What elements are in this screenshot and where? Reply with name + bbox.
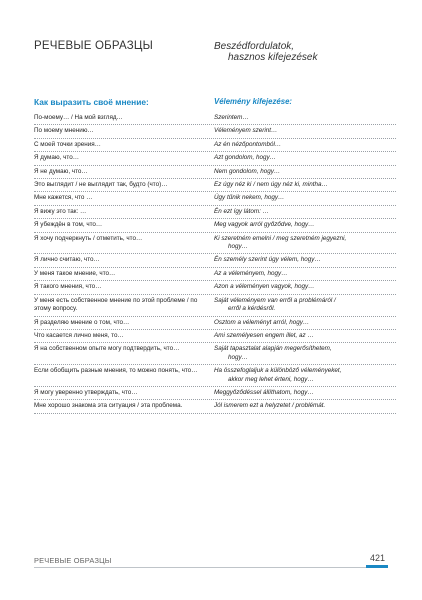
hungarian-column-heading: Vélemény kifejezése: — [214, 97, 293, 106]
hungarian-phrase-continuation: hogy… — [228, 353, 248, 361]
table-row — [34, 281, 396, 294]
hungarian-phrase — [210, 367, 396, 384]
russian-phrase: По моему мнению… — [34, 127, 94, 135]
russian-phrase: У меня такое мнение, что… — [34, 269, 116, 277]
footer-accent-bar — [366, 565, 388, 568]
hungarian-phrase-line: Ha összefoglaljuk a különböző véleményeket, — [214, 367, 342, 375]
russian-phrase: Я могу уверенно утверждать, что… — [34, 388, 138, 396]
table-row — [34, 179, 396, 192]
russian-phrase: Я на собственном опыте могу подтвердить, что… — [34, 345, 180, 353]
hungarian-phrase-continuation: erről a kérdésről. — [228, 305, 276, 313]
hungarian-phrase-line: Osztom a véleményt arról, hogy… — [214, 318, 310, 326]
table-row — [34, 400, 396, 413]
page-number: 421 — [370, 553, 386, 563]
table-row — [34, 254, 396, 267]
russian-phrase: По-моему… / На мой взгляд… — [34, 114, 123, 121]
hungarian-phrase — [210, 319, 396, 327]
page-subtitle-line-1: Beszédfordulatok, — [214, 41, 295, 52]
russian-phrase: Я лично считаю, что… — [34, 256, 100, 264]
footer-section-title: РЕЧЕВЫЕ ОБРАЗЦЫ — [34, 556, 112, 565]
hungarian-phrase-line: Meg vagyok arról győződve, hogy… — [214, 221, 315, 229]
hungarian-phrase — [210, 221, 396, 229]
hungarian-phrase — [210, 141, 396, 149]
russian-phrase: Мне кажется, что … — [34, 194, 93, 202]
table-row — [34, 139, 396, 152]
page-title: РЕЧЕВЫЕ ОБРАЗЦЫ — [34, 40, 153, 52]
table-row — [34, 233, 396, 255]
hungarian-phrase-line: Jól ismerem ezt a helyzetet / problémát. — [214, 402, 326, 410]
hungarian-phrase — [210, 154, 396, 162]
russian-phrase: Я убеждён в том, что… — [34, 221, 103, 229]
russian-phrase: Мне хорошо знакома эта ситуация / эта проблема. — [34, 402, 183, 410]
table-row — [34, 166, 396, 179]
hungarian-phrase-line: Az én nézőpontomból… — [214, 140, 282, 148]
page-subtitle-line-2: hasznos kifejezések — [228, 52, 318, 63]
russian-phrase: Я хочу подчеркнуть / отметить, что… — [34, 234, 143, 242]
russian-phrase: Я такого мнения, что… — [34, 283, 102, 291]
hungarian-phrase-line: Én személy szerint úgy vélem, hogy… — [214, 256, 321, 264]
table-row — [34, 365, 396, 387]
russian-phrase: Я не думаю, что… — [34, 167, 88, 175]
hungarian-phrase-line: Saját véleményem van erről a problémáról / — [214, 296, 336, 304]
hungarian-phrase — [210, 389, 396, 397]
table-row — [34, 268, 396, 281]
russian-phrase: Я разделяю мнение о том, что… — [34, 318, 130, 326]
footer-divider — [34, 567, 386, 568]
russian-phrase: Что касается лично меня, то… — [34, 331, 124, 339]
hungarian-phrase — [210, 256, 396, 264]
table-row — [34, 152, 396, 165]
hungarian-phrase — [210, 332, 396, 340]
hungarian-phrase-line: Az a véleményem, hogy… — [214, 269, 288, 277]
table-row — [34, 219, 396, 232]
hungarian-phrase-line: Azt gondolom, hogy… — [214, 154, 276, 162]
hungarian-phrase — [210, 297, 396, 314]
russian-phrase: Я думаю, что… — [34, 154, 79, 162]
hungarian-phrase-line: Véleményem szerint… — [214, 127, 278, 135]
russian-phrase: Я вижу это так: … — [34, 207, 87, 215]
hungarian-phrase-line: Meggyőződéssel állíthatom, hogy… — [214, 388, 314, 396]
hungarian-phrase-continuation: hogy… — [228, 243, 248, 251]
russian-column-heading: Как выразить своё мнение: — [34, 97, 149, 107]
table-row — [34, 295, 396, 317]
hungarian-phrase — [210, 114, 396, 122]
table-row — [34, 112, 396, 125]
hungarian-phrase — [210, 181, 396, 189]
russian-phrase: С моей точки зрения… — [34, 140, 101, 148]
russian-phrase: У меня есть собственное мнение по этой проблеме / по этому вопросу. — [34, 296, 198, 313]
table-row — [34, 343, 396, 365]
hungarian-phrase — [210, 235, 396, 252]
hungarian-phrase — [210, 168, 396, 176]
hungarian-phrase-line: Ez úgy néz ki / nem úgy néz ki, mintha… — [214, 181, 328, 189]
russian-phrase: Это выглядит / не выглядит так, будто (что)… — [34, 181, 168, 189]
table-row — [34, 330, 396, 343]
page-subtitle — [214, 41, 318, 63]
hungarian-phrase-line: Azon a véleményen vagyok, hogy… — [214, 283, 315, 291]
hungarian-phrase-line: Saját tapasztalat alapján megerősíthetem, — [214, 345, 332, 353]
hungarian-phrase-line: Nem gondolom, hogy… — [214, 167, 281, 175]
hungarian-phrase — [210, 402, 396, 410]
hungarian-phrase-line: Szerintem… — [214, 114, 249, 121]
hungarian-phrase — [210, 208, 396, 216]
hungarian-phrase — [210, 283, 396, 291]
phrase-table — [34, 112, 396, 414]
hungarian-phrase — [210, 127, 396, 135]
hungarian-phrase-line: Én ezt így látom: … — [214, 207, 269, 215]
table-row — [34, 192, 396, 205]
hungarian-phrase — [210, 345, 396, 362]
table-row — [34, 125, 396, 138]
hungarian-phrase-line: Úgy tűnik nekem, hogy… — [214, 194, 285, 202]
table-row — [34, 387, 396, 400]
table-row — [34, 206, 396, 219]
russian-phrase: Если обобщить разные мнения, то можно понять, что… — [34, 367, 198, 375]
table-row — [34, 317, 396, 330]
hungarian-phrase-continuation: akkor meg lehet érteni, hogy… — [228, 375, 314, 383]
hungarian-phrase — [210, 194, 396, 202]
hungarian-phrase — [210, 270, 396, 278]
hungarian-phrase-line: Ami személyesen engem illet, az … — [214, 331, 314, 339]
hungarian-phrase-line: Ki szeretném emelni / meg szeretném jegyezni, — [214, 234, 347, 242]
